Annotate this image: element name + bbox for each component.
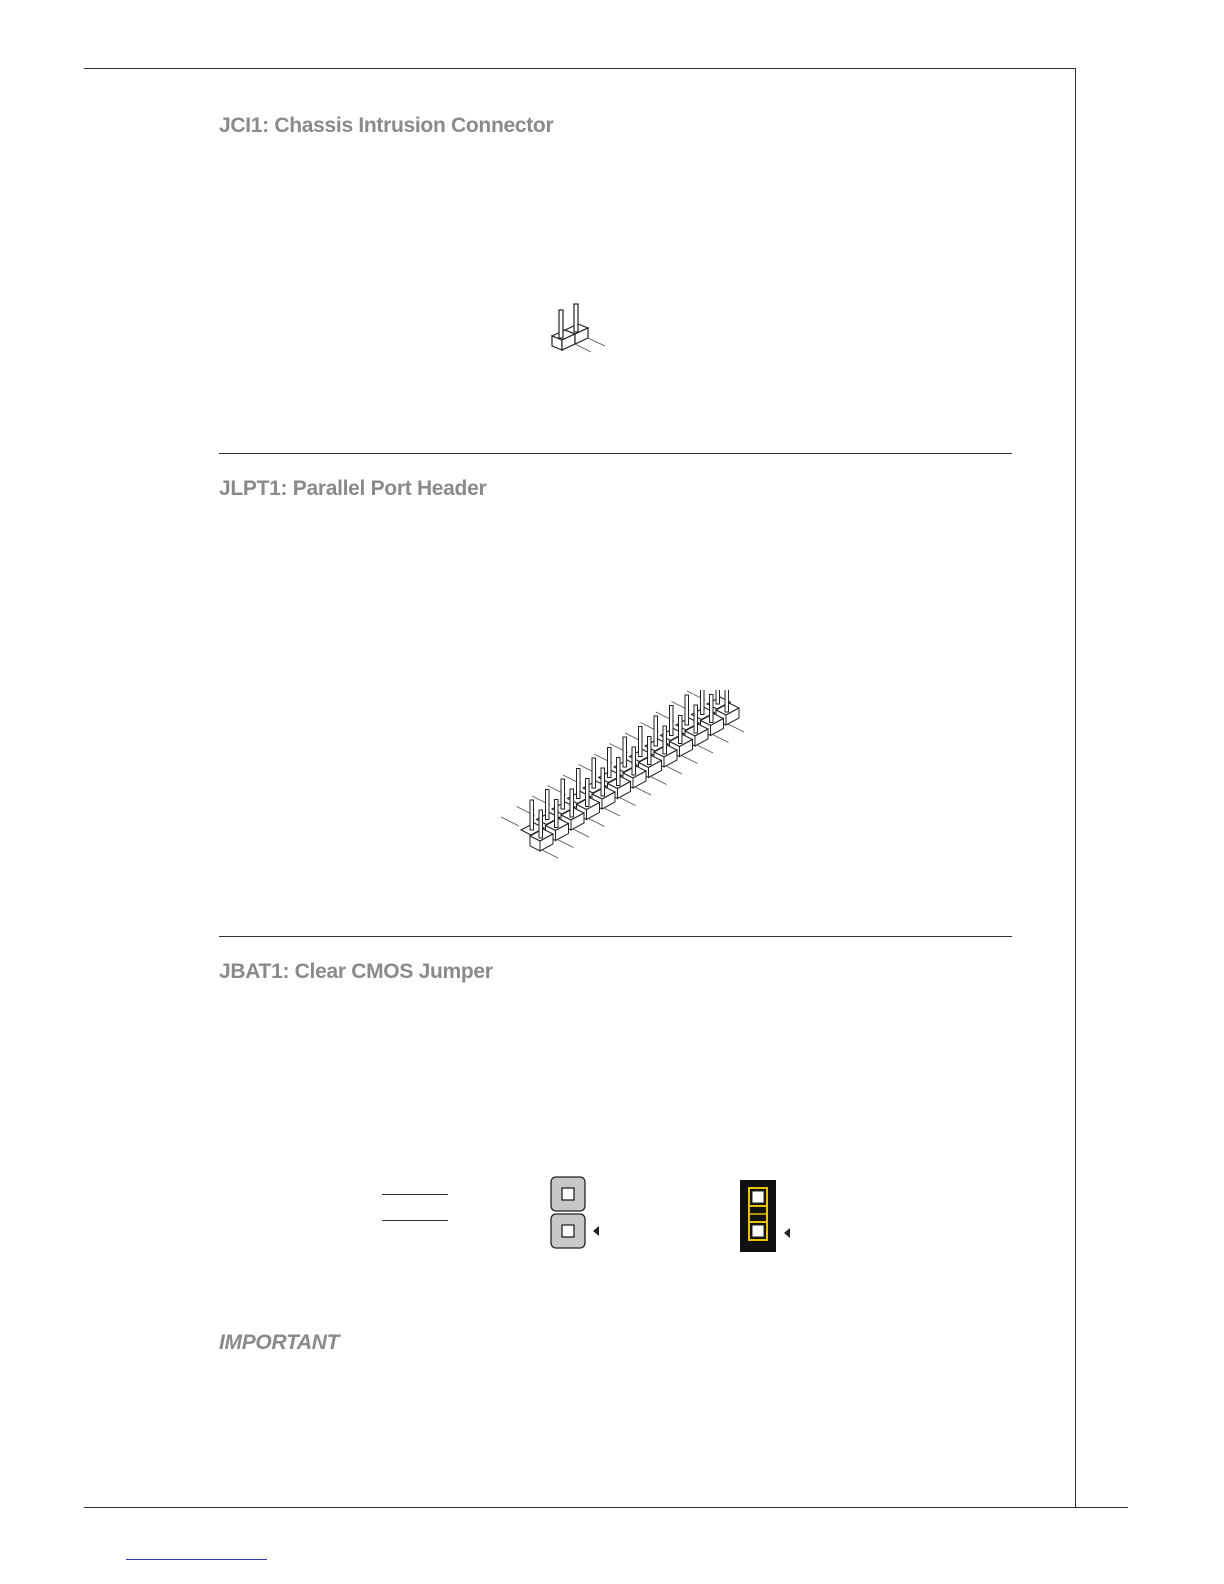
leader-line: [697, 745, 713, 753]
leader-line: [666, 766, 682, 774]
header-pin: [592, 758, 596, 788]
header-pin: [601, 768, 605, 796]
pin1-marker-icon: [784, 1228, 790, 1238]
section-divider-1: [219, 453, 1012, 454]
header-pin: [546, 790, 550, 820]
header-pin: [694, 705, 698, 733]
pin1-marker-icon: [593, 1226, 599, 1236]
important-heading: IMPORTANT: [219, 1331, 340, 1354]
legend-line-bottom: [382, 1220, 448, 1221]
clear-cmos-heading: JBAT1: Clear CMOS Jumper: [219, 960, 493, 983]
right-rule: [1075, 68, 1076, 1508]
header-pin: [577, 769, 581, 799]
leader-line: [501, 817, 519, 826]
header-pin: [725, 690, 729, 712]
header-pin: [701, 690, 705, 715]
top-rule: [84, 68, 1076, 69]
header-pin: [539, 810, 543, 838]
leader-line: [713, 735, 729, 743]
jumper-open-diagram: [548, 1174, 608, 1254]
leader-line: [651, 777, 667, 785]
header-pin: [555, 800, 559, 828]
header-pin: [716, 690, 720, 704]
leader-line: [728, 724, 744, 732]
section-divider-2: [219, 936, 1012, 937]
header-pin: [586, 779, 590, 807]
leader-line: [682, 756, 698, 764]
parallel-header-diagram: [496, 690, 776, 870]
header-pin: [561, 779, 565, 809]
header-pin: [670, 706, 674, 736]
header-pin: [685, 695, 689, 725]
leader-line: [635, 787, 651, 795]
chassis-connector-diagram: [545, 300, 615, 360]
header-pin: [710, 695, 714, 723]
header-pin: [639, 727, 643, 757]
chassis-intrusion-heading: JCI1: Chassis Intrusion Connector: [219, 114, 554, 137]
bottom-rule: [84, 1507, 1128, 1508]
jumper-closed-diagram: [738, 1178, 798, 1254]
footer-link-underline[interactable]: [126, 1559, 267, 1560]
header-pin: [530, 800, 534, 830]
leader-line: [604, 808, 620, 816]
legend-line-top: [382, 1194, 448, 1195]
header-pin: [648, 737, 652, 765]
leader-line: [589, 819, 605, 827]
leader-line: [620, 798, 636, 806]
header-pin: [632, 747, 636, 775]
header-pin: [654, 716, 658, 746]
header-pin: [663, 726, 667, 754]
parallel-port-heading: JLPT1: Parallel Port Header: [219, 477, 487, 500]
header-pin: [617, 758, 621, 786]
leader-line: [573, 829, 589, 837]
header-pin: [570, 789, 574, 817]
leader-line: [542, 850, 558, 858]
header-pin: [623, 737, 627, 767]
header-pin: [679, 716, 683, 744]
leader-line: [558, 840, 574, 848]
header-pin: [608, 748, 612, 778]
